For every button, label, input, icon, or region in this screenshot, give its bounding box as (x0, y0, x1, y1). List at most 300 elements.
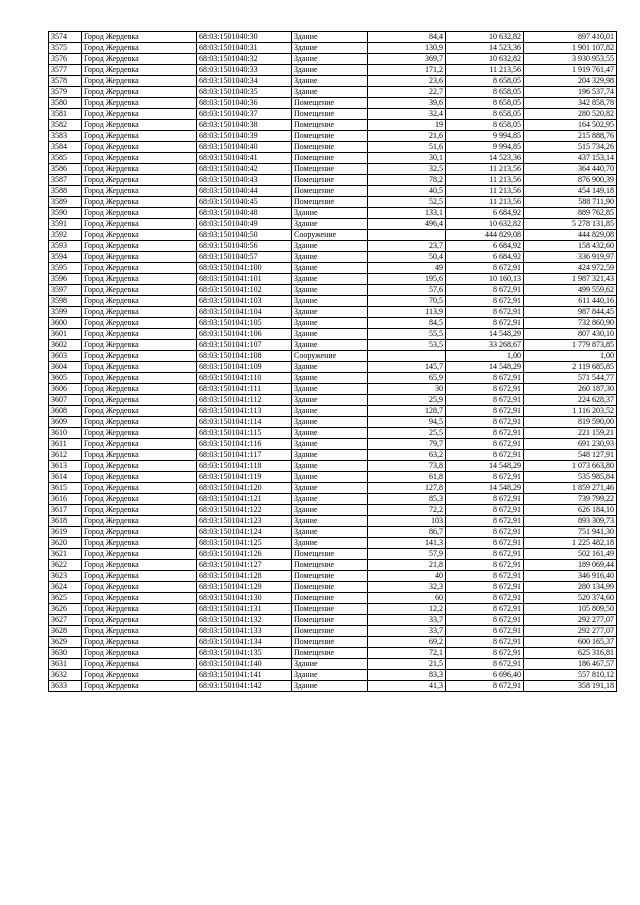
row-number-cell: 3629 (49, 637, 82, 648)
area-cell: 70,5 (368, 296, 446, 307)
object-type-cell: Помещение (292, 648, 368, 659)
unit-value-cell: 8 672,91 (446, 439, 524, 450)
unit-value-cell: 8 658,05 (446, 98, 524, 109)
cadastral-value-cell: 3 930 953,55 (524, 54, 617, 65)
unit-value-cell: 11 213,56 (446, 65, 524, 76)
table-row (49, 681, 617, 692)
object-type-cell: Здание (292, 461, 368, 472)
object-type-cell: Здание (292, 373, 368, 384)
area-cell: 171,2 (368, 65, 446, 76)
object-type-cell: Здание (292, 252, 368, 263)
locality-cell: Город Жердевка (82, 32, 197, 43)
area-cell: 195,6 (368, 274, 446, 285)
cadastral-number-cell: 68:03:1501041:134 (197, 637, 292, 648)
object-type-cell: Здание (292, 340, 368, 351)
object-type-cell: Помещение (292, 549, 368, 560)
locality-cell: Город Жердевка (82, 109, 197, 120)
area-cell: 25,9 (368, 395, 446, 406)
unit-value-cell: 10 632,82 (446, 32, 524, 43)
object-type-cell: Здание (292, 307, 368, 318)
property-table (48, 31, 617, 692)
cadastral-value-cell: 588 711,90 (524, 197, 617, 208)
cadastral-value-cell: 807 430,10 (524, 329, 617, 340)
object-type-cell: Здание (292, 516, 368, 527)
table-row (49, 516, 617, 527)
locality-cell: Город Жердевка (82, 417, 197, 428)
object-type-cell: Здание (292, 329, 368, 340)
row-number-cell: 3598 (49, 296, 82, 307)
unit-value-cell: 8 672,91 (446, 450, 524, 461)
area-cell: 21,6 (368, 131, 446, 142)
area-cell: 369,7 (368, 54, 446, 65)
area-cell: 57,6 (368, 285, 446, 296)
cadastral-number-cell: 68:03:1501041:119 (197, 472, 292, 483)
table-row (49, 593, 617, 604)
area-cell: 40 (368, 571, 446, 582)
locality-cell: Город Жердевка (82, 494, 197, 505)
cadastral-value-cell: 1 919 761,47 (524, 65, 617, 76)
area-cell: 130,9 (368, 43, 446, 54)
area-cell: 78,2 (368, 175, 446, 186)
cadastral-value-cell: 444 829,08 (524, 230, 617, 241)
cadastral-number-cell: 68:03:1501041:132 (197, 615, 292, 626)
cadastral-number-cell: 68:03:1501041:126 (197, 549, 292, 560)
table-row (49, 659, 617, 670)
table-row (49, 626, 617, 637)
cadastral-value-cell: 1 779 873,85 (524, 340, 617, 351)
row-number-cell: 3611 (49, 439, 82, 450)
cadastral-number-cell: 68:03:1501041:120 (197, 483, 292, 494)
table-row (49, 406, 617, 417)
area-cell: 84,5 (368, 318, 446, 329)
row-number-cell: 3576 (49, 54, 82, 65)
cadastral-number-cell: 68:03:1501041:102 (197, 285, 292, 296)
area-cell: 103 (368, 516, 446, 527)
table-row (49, 252, 617, 263)
object-type-cell: Здание (292, 439, 368, 450)
cadastral-number-cell: 68:03:1501041:140 (197, 659, 292, 670)
cadastral-value-cell: 1 073 663,80 (524, 461, 617, 472)
row-number-cell: 3619 (49, 527, 82, 538)
cadastral-value-cell: 548 127,91 (524, 450, 617, 461)
row-number-cell: 3594 (49, 252, 82, 263)
locality-cell: Город Жердевка (82, 681, 197, 692)
row-number-cell: 3589 (49, 197, 82, 208)
area-cell: 79,7 (368, 439, 446, 450)
unit-value-cell: 11 213,56 (446, 164, 524, 175)
unit-value-cell: 8 672,91 (446, 516, 524, 527)
locality-cell: Город Жердевка (82, 373, 197, 384)
unit-value-cell: 8 672,91 (446, 648, 524, 659)
cadastral-number-cell: 68:03:1501040:39 (197, 131, 292, 142)
cadastral-value-cell: 2 119 685,85 (524, 362, 617, 373)
row-number-cell: 3581 (49, 109, 82, 120)
table-row (49, 571, 617, 582)
cadastral-value-cell: 215 888,76 (524, 131, 617, 142)
cadastral-number-cell: 68:03:1501040:30 (197, 32, 292, 43)
row-number-cell: 3617 (49, 505, 82, 516)
object-type-cell: Помещение (292, 186, 368, 197)
locality-cell: Город Жердевка (82, 428, 197, 439)
locality-cell: Город Жердевка (82, 98, 197, 109)
cadastral-value-cell: 164 502,95 (524, 120, 617, 131)
cadastral-number-cell: 68:03:1501041:127 (197, 560, 292, 571)
locality-cell: Город Жердевка (82, 340, 197, 351)
area-cell: 86,7 (368, 527, 446, 538)
object-type-cell: Помещение (292, 131, 368, 142)
cadastral-number-cell: 68:03:1501040:56 (197, 241, 292, 252)
unit-value-cell: 8 672,91 (446, 604, 524, 615)
locality-cell: Город Жердевка (82, 395, 197, 406)
object-type-cell: Здание (292, 384, 368, 395)
cadastral-number-cell: 68:03:1501040:44 (197, 186, 292, 197)
table-row (49, 538, 617, 549)
unit-value-cell: 14 523,36 (446, 43, 524, 54)
row-number-cell: 3603 (49, 351, 82, 362)
unit-value-cell: 444 829,08 (446, 230, 524, 241)
object-type-cell: Здание (292, 43, 368, 54)
row-number-cell: 3596 (49, 274, 82, 285)
cadastral-number-cell: 68:03:1501040:50 (197, 230, 292, 241)
locality-cell: Город Жердевка (82, 230, 197, 241)
row-number-cell: 3615 (49, 483, 82, 494)
locality-cell: Город Жердевка (82, 208, 197, 219)
cadastral-value-cell: 204 329,98 (524, 76, 617, 87)
cadastral-value-cell: 502 161,49 (524, 549, 617, 560)
row-number-cell: 3595 (49, 263, 82, 274)
table-body (49, 32, 617, 692)
cadastral-value-cell: 280 520,82 (524, 109, 617, 120)
table-row (49, 494, 617, 505)
cadastral-value-cell: 520 374,60 (524, 593, 617, 604)
locality-cell: Город Жердевка (82, 505, 197, 516)
cadastral-number-cell: 68:03:1501041:103 (197, 296, 292, 307)
locality-cell: Город Жердевка (82, 472, 197, 483)
cadastral-value-cell: 105 809,50 (524, 604, 617, 615)
table-row (49, 219, 617, 230)
table-row (49, 472, 617, 483)
table-row (49, 362, 617, 373)
unit-value-cell: 33 268,67 (446, 340, 524, 351)
row-number-cell: 3591 (49, 219, 82, 230)
cadastral-number-cell: 68:03:1501041:142 (197, 681, 292, 692)
locality-cell: Город Жердевка (82, 153, 197, 164)
cadastral-number-cell: 68:03:1501040:42 (197, 164, 292, 175)
row-number-cell: 3586 (49, 164, 82, 175)
row-number-cell: 3575 (49, 43, 82, 54)
cadastral-value-cell: 571 544,77 (524, 373, 617, 384)
cadastral-number-cell: 68:03:1501040:36 (197, 98, 292, 109)
row-number-cell: 3578 (49, 76, 82, 87)
table-row (49, 109, 617, 120)
cadastral-number-cell: 68:03:1501041:123 (197, 516, 292, 527)
unit-value-cell: 8 658,05 (446, 87, 524, 98)
cadastral-value-cell: 196 537,74 (524, 87, 617, 98)
object-type-cell: Здание (292, 274, 368, 285)
area-cell: 21,5 (368, 659, 446, 670)
unit-value-cell: 11 213,56 (446, 175, 524, 186)
cadastral-number-cell: 68:03:1501041:106 (197, 329, 292, 340)
cadastral-number-cell: 68:03:1501041:109 (197, 362, 292, 373)
object-type-cell: Помещение (292, 175, 368, 186)
row-number-cell: 3612 (49, 450, 82, 461)
table-row (49, 560, 617, 571)
locality-cell: Город Жердевка (82, 274, 197, 285)
cadastral-number-cell: 68:03:1501040:57 (197, 252, 292, 263)
area-cell: 23,7 (368, 241, 446, 252)
row-number-cell: 3607 (49, 395, 82, 406)
unit-value-cell: 8 672,91 (446, 285, 524, 296)
table-row (49, 274, 617, 285)
cadastral-number-cell: 68:03:1501041:110 (197, 373, 292, 384)
cadastral-number-cell: 68:03:1501041:118 (197, 461, 292, 472)
cadastral-value-cell: 358 191,18 (524, 681, 617, 692)
cadastral-number-cell: 68:03:1501040:48 (197, 208, 292, 219)
area-cell: 32,4 (368, 109, 446, 120)
row-number-cell: 3602 (49, 340, 82, 351)
locality-cell: Город Жердевка (82, 307, 197, 318)
row-number-cell: 3630 (49, 648, 82, 659)
object-type-cell: Сооружение (292, 351, 368, 362)
cadastral-value-cell: 1 225 482,18 (524, 538, 617, 549)
table-row (49, 340, 617, 351)
locality-cell: Город Жердевка (82, 43, 197, 54)
unit-value-cell: 6 684,92 (446, 208, 524, 219)
object-type-cell: Здание (292, 65, 368, 76)
locality-cell: Город Жердевка (82, 483, 197, 494)
cadastral-number-cell: 68:03:1501040:37 (197, 109, 292, 120)
area-cell: 113,9 (368, 307, 446, 318)
table-row (49, 549, 617, 560)
object-type-cell: Здание (292, 54, 368, 65)
area-cell: 50,4 (368, 252, 446, 263)
area-cell: 60 (368, 593, 446, 604)
object-type-cell: Здание (292, 87, 368, 98)
area-cell: 127,8 (368, 483, 446, 494)
locality-cell: Город Жердевка (82, 76, 197, 87)
cadastral-number-cell: 68:03:1501041:116 (197, 439, 292, 450)
cadastral-number-cell: 68:03:1501041:125 (197, 538, 292, 549)
unit-value-cell: 8 672,91 (446, 417, 524, 428)
unit-value-cell: 11 213,56 (446, 197, 524, 208)
cadastral-value-cell: 364 440,70 (524, 164, 617, 175)
table-row (49, 65, 617, 76)
locality-cell: Город Жердевка (82, 362, 197, 373)
area-cell: 53,5 (368, 340, 446, 351)
cadastral-value-cell: 1 987 321,43 (524, 274, 617, 285)
object-type-cell: Помещение (292, 582, 368, 593)
area-cell: 39,6 (368, 98, 446, 109)
object-type-cell: Здание (292, 428, 368, 439)
cadastral-value-cell: 600 165,37 (524, 637, 617, 648)
object-type-cell: Сооружение (292, 230, 368, 241)
table-row (49, 527, 617, 538)
cadastral-value-cell: 437 153,14 (524, 153, 617, 164)
object-type-cell: Помещение (292, 98, 368, 109)
unit-value-cell: 8 672,91 (446, 384, 524, 395)
cadastral-value-cell: 691 230,93 (524, 439, 617, 450)
unit-value-cell: 8 672,91 (446, 538, 524, 549)
row-number-cell: 3632 (49, 670, 82, 681)
cadastral-value-cell: 1 859 271,46 (524, 483, 617, 494)
row-number-cell: 3577 (49, 65, 82, 76)
object-type-cell: Помещение (292, 164, 368, 175)
object-type-cell: Помещение (292, 120, 368, 131)
unit-value-cell: 6 696,40 (446, 670, 524, 681)
row-number-cell: 3590 (49, 208, 82, 219)
cadastral-number-cell: 68:03:1501040:35 (197, 87, 292, 98)
unit-value-cell: 8 672,91 (446, 406, 524, 417)
area-cell: 57,9 (368, 549, 446, 560)
table-row (49, 164, 617, 175)
cadastral-value-cell: 158 432,60 (524, 241, 617, 252)
unit-value-cell: 9 994,85 (446, 142, 524, 153)
locality-cell: Город Жердевка (82, 670, 197, 681)
cadastral-value-cell: 336 919,97 (524, 252, 617, 263)
object-type-cell: Здание (292, 296, 368, 307)
row-number-cell: 3597 (49, 285, 82, 296)
row-number-cell: 3609 (49, 417, 82, 428)
row-number-cell: 3588 (49, 186, 82, 197)
object-type-cell: Помещение (292, 153, 368, 164)
row-number-cell: 3625 (49, 593, 82, 604)
unit-value-cell: 8 672,91 (446, 428, 524, 439)
area-cell: 83,3 (368, 670, 446, 681)
unit-value-cell: 8 672,91 (446, 472, 524, 483)
area-cell: 33,7 (368, 626, 446, 637)
area-cell (368, 351, 446, 362)
row-number-cell: 3574 (49, 32, 82, 43)
cadastral-number-cell: 68:03:1501041:101 (197, 274, 292, 285)
unit-value-cell: 8 658,05 (446, 76, 524, 87)
locality-cell: Город Жердевка (82, 538, 197, 549)
table-row (49, 428, 617, 439)
cadastral-number-cell: 68:03:1501041:111 (197, 384, 292, 395)
unit-value-cell: 11 213,56 (446, 186, 524, 197)
table-row (49, 395, 617, 406)
object-type-cell: Здание (292, 241, 368, 252)
object-type-cell: Здание (292, 659, 368, 670)
object-type-cell: Здание (292, 285, 368, 296)
unit-value-cell: 6 684,92 (446, 241, 524, 252)
area-cell: 85,3 (368, 494, 446, 505)
table-row (49, 461, 617, 472)
locality-cell: Город Жердевка (82, 439, 197, 450)
locality-cell: Город Жердевка (82, 615, 197, 626)
unit-value-cell: 8 672,91 (446, 494, 524, 505)
cadastral-number-cell: 68:03:1501041:141 (197, 670, 292, 681)
cadastral-value-cell: 292 277,07 (524, 626, 617, 637)
object-type-cell: Здание (292, 681, 368, 692)
object-type-cell: Помещение (292, 593, 368, 604)
row-number-cell: 3620 (49, 538, 82, 549)
cadastral-number-cell: 68:03:1501040:34 (197, 76, 292, 87)
unit-value-cell: 9 994,85 (446, 131, 524, 142)
row-number-cell: 3580 (49, 98, 82, 109)
cadastral-number-cell: 68:03:1501041:133 (197, 626, 292, 637)
row-number-cell: 3582 (49, 120, 82, 131)
table-row (49, 582, 617, 593)
cadastral-number-cell: 68:03:1501040:38 (197, 120, 292, 131)
locality-cell: Город Жердевка (82, 406, 197, 417)
cadastral-number-cell: 68:03:1501041:130 (197, 593, 292, 604)
area-cell: 73,8 (368, 461, 446, 472)
cadastral-number-cell: 68:03:1501040:49 (197, 219, 292, 230)
cadastral-value-cell: 625 316,81 (524, 648, 617, 659)
locality-cell: Город Жердевка (82, 560, 197, 571)
object-type-cell: Помещение (292, 626, 368, 637)
document-page (48, 31, 616, 692)
cadastral-number-cell: 68:03:1501041:112 (197, 395, 292, 406)
locality-cell: Город Жердевка (82, 241, 197, 252)
table-row (49, 208, 617, 219)
area-cell: 65,9 (368, 373, 446, 384)
locality-cell: Город Жердевка (82, 516, 197, 527)
locality-cell: Город Жердевка (82, 131, 197, 142)
locality-cell: Город Жердевка (82, 450, 197, 461)
row-number-cell: 3608 (49, 406, 82, 417)
cadastral-number-cell: 68:03:1501041:104 (197, 307, 292, 318)
area-cell: 128,7 (368, 406, 446, 417)
table-row (49, 351, 617, 362)
row-number-cell: 3616 (49, 494, 82, 505)
table-row (49, 175, 617, 186)
row-number-cell: 3601 (49, 329, 82, 340)
table-row (49, 384, 617, 395)
cadastral-value-cell: 893 309,73 (524, 516, 617, 527)
row-number-cell: 3604 (49, 362, 82, 373)
area-cell: 72,1 (368, 648, 446, 659)
cadastral-value-cell: 732 860,90 (524, 318, 617, 329)
area-cell: 84,4 (368, 32, 446, 43)
locality-cell: Город Жердевка (82, 461, 197, 472)
cadastral-value-cell: 515 734,26 (524, 142, 617, 153)
area-cell: 133,1 (368, 208, 446, 219)
row-number-cell: 3579 (49, 87, 82, 98)
area-cell: 41,3 (368, 681, 446, 692)
table-row (49, 263, 617, 274)
locality-cell: Город Жердевка (82, 384, 197, 395)
table-row (49, 648, 617, 659)
locality-cell: Город Жердевка (82, 549, 197, 560)
table-row (49, 87, 617, 98)
object-type-cell: Здание (292, 76, 368, 87)
cadastral-value-cell: 224 628,37 (524, 395, 617, 406)
row-number-cell: 3621 (49, 549, 82, 560)
cadastral-number-cell: 68:03:1501041:124 (197, 527, 292, 538)
table-row (49, 439, 617, 450)
row-number-cell: 3631 (49, 659, 82, 670)
table-row (49, 483, 617, 494)
locality-cell: Город Жердевка (82, 648, 197, 659)
area-cell: 32,5 (368, 164, 446, 175)
unit-value-cell: 8 672,91 (446, 637, 524, 648)
area-cell: 30 (368, 384, 446, 395)
unit-value-cell: 14 523,36 (446, 153, 524, 164)
unit-value-cell: 10 632,82 (446, 54, 524, 65)
area-cell (368, 230, 446, 241)
table-row (49, 604, 617, 615)
locality-cell: Город Жердевка (82, 637, 197, 648)
area-cell: 12,2 (368, 604, 446, 615)
unit-value-cell: 14 548,29 (446, 329, 524, 340)
cadastral-number-cell: 68:03:1501041:131 (197, 604, 292, 615)
locality-cell: Город Жердевка (82, 318, 197, 329)
cadastral-value-cell: 751 941,30 (524, 527, 617, 538)
row-number-cell: 3592 (49, 230, 82, 241)
row-number-cell: 3626 (49, 604, 82, 615)
cadastral-number-cell: 68:03:1501040:41 (197, 153, 292, 164)
